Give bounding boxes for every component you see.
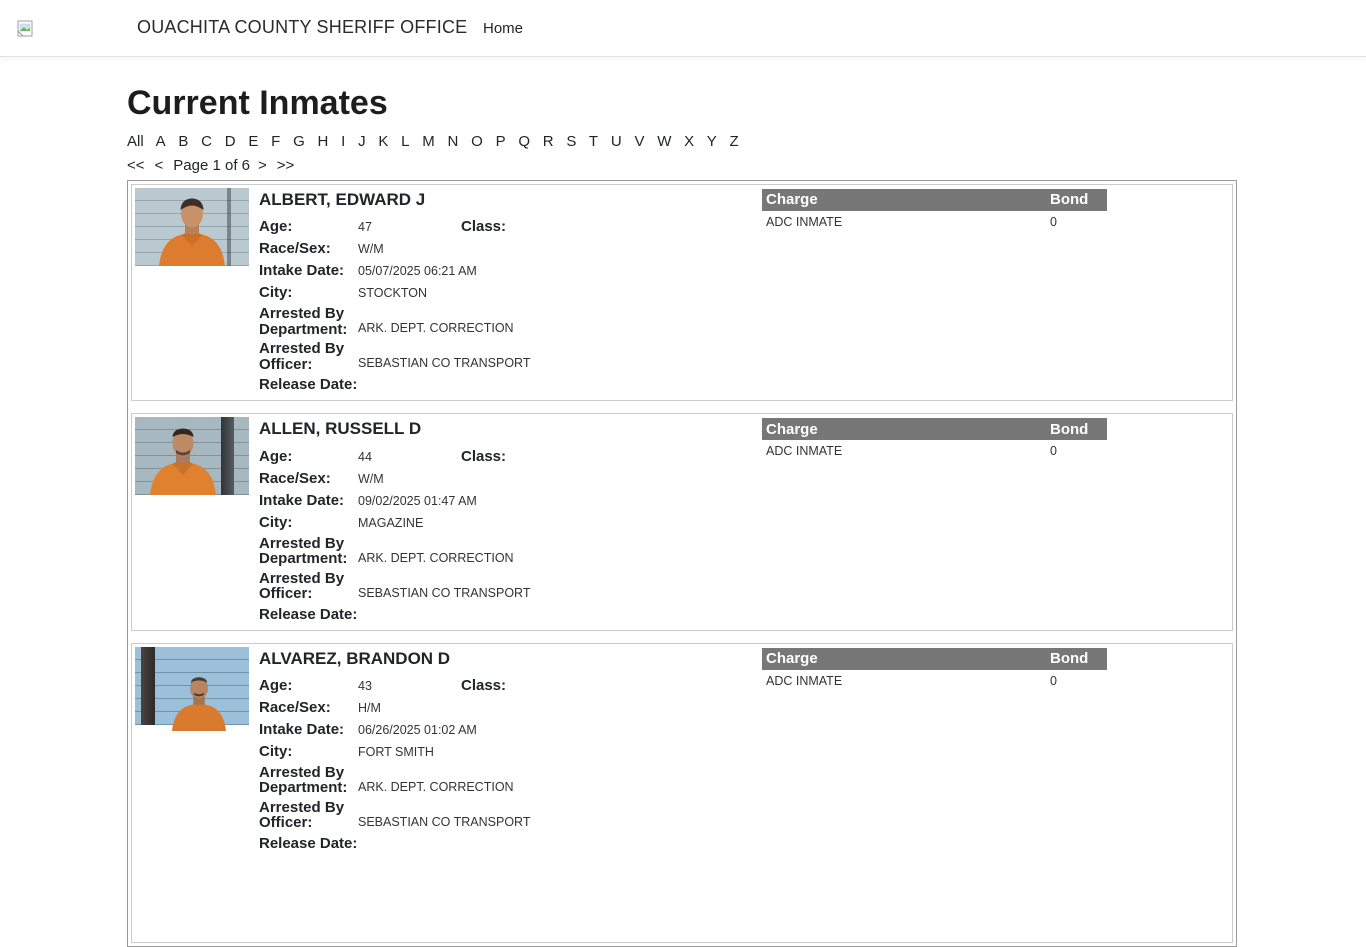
- charge-row: [762, 670, 1107, 688]
- arrested-by-officer-value: SEBASTIAN CO TRANSPORT: [358, 814, 531, 829]
- inmate-silhouette: [126, 417, 240, 495]
- inmate-info: [259, 646, 762, 857]
- bond-column-header: Bond: [1050, 650, 1089, 668]
- alphabet-link-v[interactable]: V: [634, 132, 645, 150]
- bond-value: 0: [1050, 214, 1057, 229]
- charge-table: [762, 648, 1107, 688]
- intake-date-label: Intake Date:: [259, 491, 345, 509]
- inmate-card: [131, 184, 1233, 401]
- inmate-mugshot: [135, 647, 249, 725]
- alphabet-link-l[interactable]: L: [401, 132, 410, 150]
- release-date-label: Release Date:: [259, 834, 358, 852]
- bond-value: 0: [1050, 444, 1057, 459]
- alphabet-link-r[interactable]: R: [542, 132, 554, 150]
- inmate-silhouette: [152, 667, 245, 731]
- race-sex-value: W/M: [358, 242, 384, 257]
- alphabet-link-k[interactable]: K: [378, 132, 389, 150]
- alphabet-link-x[interactable]: X: [684, 132, 695, 150]
- pagination-status: Page 1 of 6: [173, 156, 251, 174]
- charge-value: ADC INMATE: [766, 444, 843, 459]
- pagination: [127, 157, 1366, 174]
- alphabet-link-q[interactable]: Q: [518, 132, 531, 150]
- alphabet-link-w[interactable]: W: [657, 132, 672, 150]
- broken-image-icon: [17, 20, 33, 37]
- charge-column-header: Charge: [766, 650, 818, 668]
- inmate-name: ALVAREZ, BRANDON D: [259, 648, 451, 668]
- charge-column-header: Charge: [766, 420, 818, 438]
- site-title-link[interactable]: OUACHITA COUNTY SHERIFF OFFICE: [137, 17, 468, 37]
- charge-table-header: [762, 189, 1107, 211]
- city-value: FORT SMITH: [358, 744, 434, 759]
- city-label: City:: [259, 742, 293, 760]
- charge-table-area: [762, 416, 1232, 458]
- city-value: MAGAZINE: [358, 515, 424, 530]
- alphabet-link-n[interactable]: N: [447, 132, 459, 150]
- inmate-name: ALBERT, EDWARD J: [259, 189, 426, 209]
- class-label: Class:: [461, 676, 507, 694]
- age-label: Age:: [259, 218, 293, 236]
- charge-value: ADC INMATE: [766, 673, 843, 688]
- inmate-info: [259, 187, 762, 398]
- race-sex-label: Race/Sex:: [259, 240, 331, 258]
- age-label: Age:: [259, 447, 293, 465]
- city-label: City:: [259, 284, 293, 302]
- inmate-info: [259, 416, 762, 627]
- page-title: Current Inmates: [127, 84, 388, 122]
- alphabet-link-i[interactable]: I: [341, 132, 346, 150]
- charge-table: [762, 418, 1107, 458]
- release-date-label: Release Date:: [259, 605, 358, 623]
- race-sex-label: Race/Sex:: [259, 469, 331, 487]
- charge-row: [762, 440, 1107, 458]
- main-content: [0, 83, 1366, 947]
- arrested-by-officer-label: Arrested By Officer:: [259, 798, 345, 832]
- alphabet-filter-nav: [127, 133, 1366, 150]
- race-sex-value: H/M: [358, 700, 381, 715]
- alphabet-link-b[interactable]: B: [178, 132, 189, 150]
- nav-home-link[interactable]: Home: [483, 20, 524, 37]
- bond-value: 0: [1050, 673, 1057, 688]
- inmate-mugshot: [135, 417, 249, 495]
- alphabet-link-t[interactable]: T: [588, 132, 599, 150]
- alphabet-link-c[interactable]: C: [201, 132, 213, 150]
- arrested-by-department-value: ARK. DEPT. CORRECTION: [358, 550, 514, 565]
- intake-date-value: 09/02/2025 01:47 AM: [358, 493, 477, 508]
- arrested-by-officer-value: SEBASTIAN CO TRANSPORT: [358, 356, 531, 371]
- top-navbar: [0, 0, 1366, 57]
- pagination-next-button[interactable]: >: [258, 156, 267, 174]
- alphabet-link-z[interactable]: Z: [729, 132, 739, 150]
- city-label: City:: [259, 513, 293, 531]
- alphabet-link-all[interactable]: All: [127, 132, 144, 150]
- charge-table: [762, 189, 1107, 229]
- pagination-first-button[interactable]: <<: [127, 156, 145, 174]
- alphabet-link-d[interactable]: D: [224, 132, 236, 150]
- age-value: 43: [358, 678, 372, 693]
- charge-row: [762, 211, 1107, 229]
- arrested-by-department-label: Arrested By Department:: [259, 763, 348, 797]
- alphabet-link-p[interactable]: P: [495, 132, 506, 150]
- alphabet-link-m[interactable]: M: [422, 132, 435, 150]
- age-label: Age:: [259, 676, 293, 694]
- intake-date-label: Intake Date:: [259, 262, 345, 280]
- alphabet-link-o[interactable]: O: [471, 132, 483, 150]
- arrested-by-department-value: ARK. DEPT. CORRECTION: [358, 779, 514, 794]
- inmate-card: [131, 643, 1233, 943]
- alphabet-link-s[interactable]: S: [566, 132, 577, 150]
- intake-date-value: 06/26/2025 01:02 AM: [358, 722, 477, 737]
- inmate-name: ALLEN, RUSSELL D: [259, 419, 422, 439]
- arrested-by-department-label: Arrested By Department:: [259, 305, 348, 338]
- alphabet-link-j[interactable]: J: [358, 132, 366, 150]
- charge-table-area: [762, 646, 1232, 688]
- charge-value: ADC INMATE: [766, 214, 843, 229]
- race-sex-value: W/M: [358, 471, 384, 486]
- city-value: STOCKTON: [358, 286, 427, 301]
- race-sex-label: Race/Sex:: [259, 698, 331, 716]
- arrested-by-officer-label: Arrested By Officer:: [259, 569, 345, 603]
- charge-table-area: [762, 187, 1232, 229]
- alphabet-link-e[interactable]: E: [248, 132, 259, 150]
- arrested-by-officer-value: SEBASTIAN CO TRANSPORT: [358, 585, 531, 600]
- bond-column-header: Bond: [1050, 420, 1089, 438]
- arrested-by-officer-label: Arrested By Officer:: [259, 340, 345, 373]
- alphabet-link-a[interactable]: A: [155, 132, 166, 150]
- bond-column-header: Bond: [1050, 191, 1089, 209]
- age-value: 44: [358, 449, 372, 464]
- arrested-by-department-label: Arrested By Department:: [259, 534, 348, 568]
- inmate-silhouette: [135, 188, 249, 266]
- charge-table-header: [762, 418, 1107, 440]
- release-date-label: Release Date:: [259, 376, 358, 394]
- alphabet-link-h[interactable]: H: [317, 132, 329, 150]
- alphabet-link-u[interactable]: U: [610, 132, 622, 150]
- alphabet-link-y[interactable]: Y: [706, 132, 717, 150]
- age-value: 47: [358, 220, 372, 235]
- inmate-mugshot: [135, 188, 249, 266]
- pagination-last-button[interactable]: >>: [276, 156, 295, 174]
- charge-table-header: [762, 648, 1107, 670]
- pagination-prev-button[interactable]: <: [154, 156, 164, 174]
- inmate-card: [131, 413, 1233, 630]
- alphabet-link-f[interactable]: F: [271, 132, 281, 150]
- class-label: Class:: [461, 218, 507, 236]
- inmate-roster-container: [127, 180, 1237, 947]
- charge-column-header: Charge: [766, 191, 818, 209]
- intake-date-label: Intake Date:: [259, 720, 345, 738]
- arrested-by-department-value: ARK. DEPT. CORRECTION: [358, 321, 514, 336]
- alphabet-link-g[interactable]: G: [293, 132, 305, 150]
- class-label: Class:: [461, 447, 507, 465]
- intake-date-value: 05/07/2025 06:21 AM: [358, 264, 477, 279]
